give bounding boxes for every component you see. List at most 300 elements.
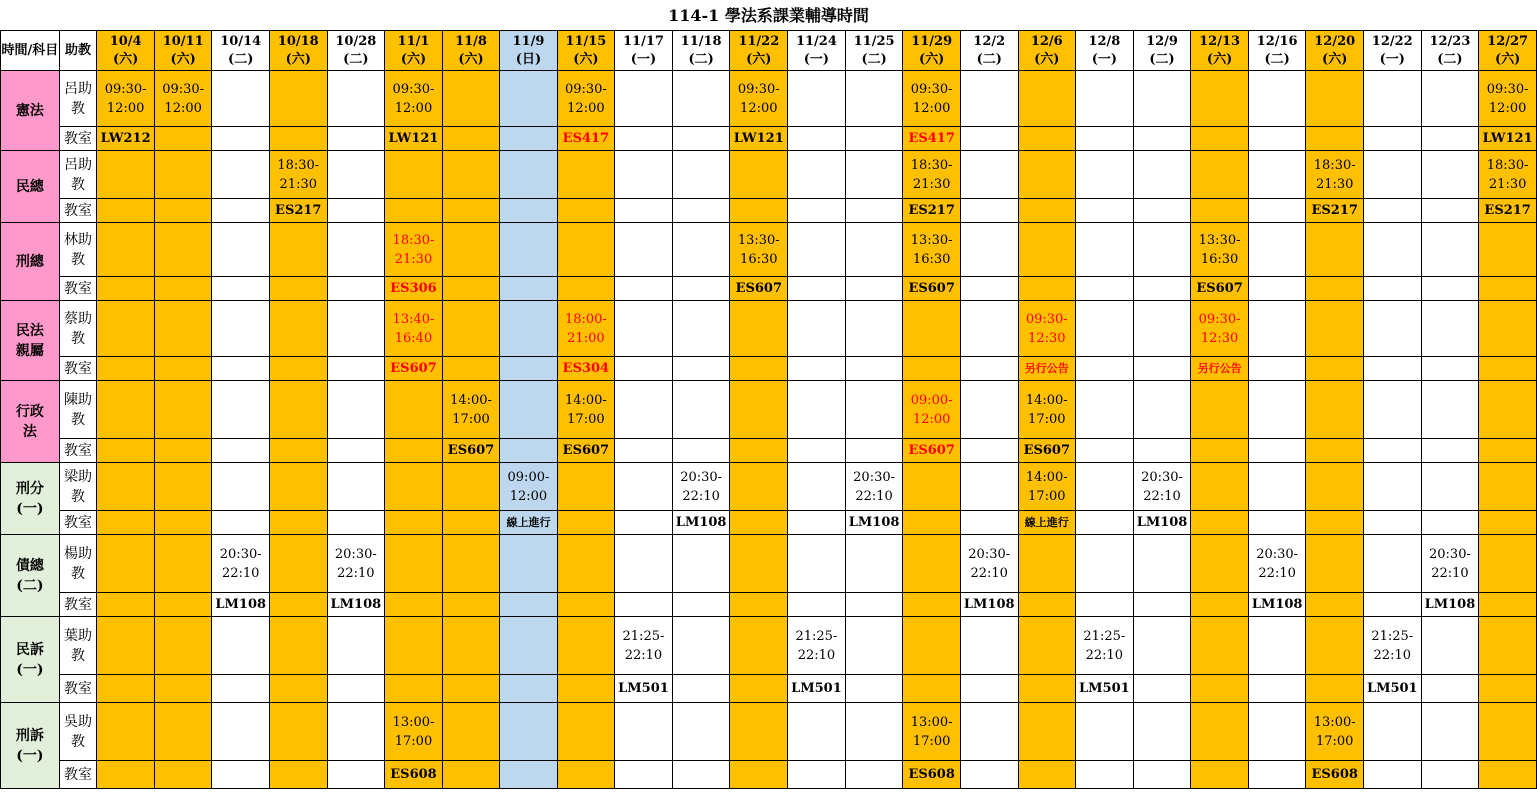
room-slot[interactable] bbox=[1018, 199, 1075, 223]
time-slot[interactable] bbox=[154, 463, 211, 511]
time-slot[interactable] bbox=[1018, 381, 1075, 439]
room-slot[interactable] bbox=[903, 761, 960, 789]
time-slot[interactable] bbox=[1133, 535, 1191, 593]
room-slot[interactable] bbox=[1421, 357, 1479, 381]
room-slot[interactable] bbox=[1363, 511, 1421, 535]
time-slot[interactable] bbox=[270, 463, 327, 511]
time-slot[interactable] bbox=[1018, 151, 1075, 199]
room-slot[interactable] bbox=[442, 439, 499, 463]
time-slot[interactable] bbox=[1421, 301, 1479, 357]
room-slot[interactable] bbox=[788, 127, 846, 151]
ta-name[interactable] bbox=[59, 71, 97, 127]
room-slot[interactable] bbox=[557, 357, 614, 381]
ta-name[interactable] bbox=[59, 463, 97, 511]
time-slot[interactable] bbox=[97, 301, 155, 357]
time-slot[interactable] bbox=[903, 223, 960, 277]
time-slot[interactable] bbox=[385, 703, 443, 761]
time-slot[interactable] bbox=[500, 151, 557, 199]
time-slot[interactable] bbox=[212, 535, 270, 593]
time-slot[interactable] bbox=[672, 223, 730, 277]
date-header[interactable] bbox=[500, 31, 557, 71]
time-slot[interactable] bbox=[385, 381, 443, 439]
room-slot[interactable] bbox=[500, 277, 557, 301]
room-slot[interactable] bbox=[97, 511, 155, 535]
time-slot[interactable] bbox=[730, 151, 788, 199]
time-slot[interactable] bbox=[557, 223, 614, 277]
subject-name[interactable] bbox=[1, 381, 60, 463]
room-slot[interactable] bbox=[845, 277, 903, 301]
time-slot[interactable] bbox=[1421, 71, 1479, 127]
room-slot[interactable] bbox=[327, 761, 385, 789]
room-slot[interactable] bbox=[788, 593, 846, 617]
time-slot[interactable] bbox=[557, 301, 614, 357]
room-label[interactable]: 教室 bbox=[59, 675, 97, 703]
room-slot[interactable] bbox=[212, 511, 270, 535]
corner-header[interactable] bbox=[1, 31, 60, 71]
room-slot[interactable] bbox=[960, 593, 1018, 617]
room-slot[interactable] bbox=[1018, 593, 1075, 617]
room-slot[interactable] bbox=[960, 277, 1018, 301]
room-slot[interactable] bbox=[1479, 761, 1537, 789]
time-slot[interactable] bbox=[615, 617, 673, 675]
time-slot[interactable] bbox=[385, 151, 443, 199]
room-slot[interactable] bbox=[1076, 439, 1134, 463]
time-slot[interactable] bbox=[788, 71, 846, 127]
room-slot[interactable] bbox=[270, 127, 327, 151]
room-label[interactable]: 教室 bbox=[59, 277, 97, 301]
room-slot[interactable] bbox=[97, 761, 155, 789]
date-header[interactable] bbox=[730, 31, 788, 71]
room-slot[interactable] bbox=[97, 439, 155, 463]
room-label[interactable]: 教室 bbox=[59, 357, 97, 381]
time-slot[interactable] bbox=[672, 381, 730, 439]
time-slot[interactable] bbox=[672, 151, 730, 199]
time-slot[interactable] bbox=[1421, 223, 1479, 277]
time-slot[interactable] bbox=[1479, 703, 1537, 761]
time-slot[interactable] bbox=[845, 535, 903, 593]
time-slot[interactable] bbox=[1421, 535, 1479, 593]
time-slot[interactable] bbox=[672, 301, 730, 357]
time-slot[interactable] bbox=[442, 463, 499, 511]
time-slot[interactable] bbox=[557, 151, 614, 199]
time-slot[interactable] bbox=[270, 535, 327, 593]
time-slot[interactable] bbox=[1133, 617, 1191, 675]
room-slot[interactable] bbox=[557, 277, 614, 301]
time-slot[interactable] bbox=[1076, 381, 1134, 439]
time-slot[interactable] bbox=[1363, 463, 1421, 511]
time-slot[interactable] bbox=[1248, 703, 1306, 761]
time-slot[interactable] bbox=[1133, 301, 1191, 357]
room-slot[interactable] bbox=[1133, 761, 1191, 789]
date-header[interactable] bbox=[1363, 31, 1421, 71]
room-slot[interactable] bbox=[960, 127, 1018, 151]
room-slot[interactable] bbox=[500, 127, 557, 151]
time-slot[interactable] bbox=[845, 463, 903, 511]
room-slot[interactable] bbox=[385, 439, 443, 463]
room-slot[interactable] bbox=[500, 675, 557, 703]
time-slot[interactable] bbox=[1306, 223, 1363, 277]
time-slot[interactable] bbox=[1248, 463, 1306, 511]
room-label[interactable]: 教室 bbox=[59, 761, 97, 789]
room-slot[interactable] bbox=[442, 277, 499, 301]
time-slot[interactable] bbox=[270, 617, 327, 675]
time-slot[interactable] bbox=[557, 381, 614, 439]
time-slot[interactable] bbox=[1479, 71, 1537, 127]
subject-name[interactable] bbox=[1, 535, 60, 617]
date-header[interactable] bbox=[1306, 31, 1363, 71]
room-slot[interactable] bbox=[1133, 199, 1191, 223]
date-header[interactable] bbox=[1479, 31, 1537, 71]
room-slot[interactable] bbox=[960, 357, 1018, 381]
time-slot[interactable] bbox=[212, 151, 270, 199]
room-slot[interactable] bbox=[903, 675, 960, 703]
room-slot[interactable] bbox=[1479, 357, 1537, 381]
time-slot[interactable] bbox=[1076, 535, 1134, 593]
time-slot[interactable] bbox=[672, 703, 730, 761]
time-slot[interactable] bbox=[845, 223, 903, 277]
time-slot[interactable] bbox=[1133, 463, 1191, 511]
time-slot[interactable] bbox=[615, 71, 673, 127]
room-slot[interactable] bbox=[212, 761, 270, 789]
room-slot[interactable] bbox=[1248, 675, 1306, 703]
room-slot[interactable] bbox=[730, 761, 788, 789]
time-slot[interactable] bbox=[730, 535, 788, 593]
room-slot[interactable] bbox=[500, 439, 557, 463]
room-slot[interactable] bbox=[1363, 593, 1421, 617]
room-slot[interactable] bbox=[385, 593, 443, 617]
time-slot[interactable] bbox=[500, 223, 557, 277]
room-slot[interactable] bbox=[442, 675, 499, 703]
time-slot[interactable] bbox=[1018, 535, 1075, 593]
room-slot[interactable] bbox=[615, 593, 673, 617]
room-slot[interactable] bbox=[615, 761, 673, 789]
room-slot[interactable] bbox=[1191, 357, 1248, 381]
time-slot[interactable] bbox=[212, 381, 270, 439]
room-slot[interactable] bbox=[730, 357, 788, 381]
room-slot[interactable] bbox=[97, 593, 155, 617]
room-slot[interactable] bbox=[500, 357, 557, 381]
date-header[interactable] bbox=[442, 31, 499, 71]
room-slot[interactable] bbox=[1248, 357, 1306, 381]
room-slot[interactable] bbox=[212, 127, 270, 151]
time-slot[interactable] bbox=[903, 535, 960, 593]
room-slot[interactable] bbox=[1306, 127, 1363, 151]
room-slot[interactable] bbox=[557, 675, 614, 703]
time-slot[interactable] bbox=[615, 463, 673, 511]
time-slot[interactable] bbox=[960, 617, 1018, 675]
room-slot[interactable] bbox=[385, 511, 443, 535]
time-slot[interactable] bbox=[154, 301, 211, 357]
date-header[interactable] bbox=[1421, 31, 1479, 71]
time-slot[interactable] bbox=[500, 535, 557, 593]
time-slot[interactable] bbox=[154, 223, 211, 277]
time-slot[interactable] bbox=[154, 617, 211, 675]
room-slot[interactable] bbox=[1076, 199, 1134, 223]
room-slot[interactable] bbox=[1191, 199, 1248, 223]
time-slot[interactable] bbox=[845, 71, 903, 127]
room-slot[interactable] bbox=[1133, 357, 1191, 381]
time-slot[interactable] bbox=[97, 151, 155, 199]
time-slot[interactable] bbox=[1191, 463, 1248, 511]
time-slot[interactable] bbox=[730, 617, 788, 675]
date-header[interactable] bbox=[327, 31, 385, 71]
room-slot[interactable] bbox=[327, 593, 385, 617]
time-slot[interactable] bbox=[1076, 617, 1134, 675]
room-slot[interactable] bbox=[270, 199, 327, 223]
time-slot[interactable] bbox=[730, 703, 788, 761]
room-slot[interactable] bbox=[845, 761, 903, 789]
date-header[interactable] bbox=[385, 31, 443, 71]
room-slot[interactable] bbox=[154, 593, 211, 617]
time-slot[interactable] bbox=[960, 223, 1018, 277]
time-slot[interactable] bbox=[270, 301, 327, 357]
subject-name[interactable] bbox=[1, 151, 60, 223]
time-slot[interactable] bbox=[557, 71, 614, 127]
time-slot[interactable] bbox=[557, 703, 614, 761]
room-slot[interactable] bbox=[154, 357, 211, 381]
sheet-title[interactable]: 114-1 學法系課業輔導時間 bbox=[1, 0, 1537, 31]
time-slot[interactable] bbox=[788, 223, 846, 277]
room-slot[interactable] bbox=[327, 357, 385, 381]
time-slot[interactable] bbox=[442, 223, 499, 277]
time-slot[interactable] bbox=[1018, 703, 1075, 761]
time-slot[interactable] bbox=[212, 71, 270, 127]
time-slot[interactable] bbox=[903, 703, 960, 761]
time-slot[interactable] bbox=[1363, 535, 1421, 593]
time-slot[interactable] bbox=[270, 151, 327, 199]
date-header[interactable] bbox=[1133, 31, 1191, 71]
time-slot[interactable] bbox=[1076, 703, 1134, 761]
time-slot[interactable] bbox=[327, 381, 385, 439]
room-slot[interactable] bbox=[1248, 593, 1306, 617]
room-slot[interactable] bbox=[385, 675, 443, 703]
time-slot[interactable] bbox=[1479, 463, 1537, 511]
time-slot[interactable] bbox=[500, 703, 557, 761]
date-header[interactable] bbox=[212, 31, 270, 71]
time-slot[interactable] bbox=[1018, 617, 1075, 675]
room-slot[interactable] bbox=[1191, 593, 1248, 617]
room-slot[interactable] bbox=[442, 357, 499, 381]
room-slot[interactable] bbox=[788, 277, 846, 301]
time-slot[interactable] bbox=[1306, 381, 1363, 439]
time-slot[interactable] bbox=[1248, 301, 1306, 357]
time-slot[interactable] bbox=[615, 703, 673, 761]
time-slot[interactable] bbox=[1248, 381, 1306, 439]
time-slot[interactable] bbox=[1133, 703, 1191, 761]
room-slot[interactable] bbox=[960, 511, 1018, 535]
room-slot[interactable] bbox=[557, 127, 614, 151]
time-slot[interactable] bbox=[672, 617, 730, 675]
room-label[interactable]: 教室 bbox=[59, 199, 97, 223]
time-slot[interactable] bbox=[1306, 301, 1363, 357]
time-slot[interactable] bbox=[212, 463, 270, 511]
time-slot[interactable] bbox=[327, 703, 385, 761]
room-slot[interactable] bbox=[1479, 439, 1537, 463]
subject-name[interactable] bbox=[1, 223, 60, 301]
time-slot[interactable] bbox=[212, 301, 270, 357]
time-slot[interactable] bbox=[1191, 71, 1248, 127]
time-slot[interactable] bbox=[385, 535, 443, 593]
time-slot[interactable] bbox=[788, 463, 846, 511]
room-slot[interactable] bbox=[500, 761, 557, 789]
room-label[interactable]: 教室 bbox=[59, 127, 97, 151]
time-slot[interactable] bbox=[1363, 703, 1421, 761]
room-slot[interactable] bbox=[672, 127, 730, 151]
room-slot[interactable] bbox=[960, 761, 1018, 789]
room-slot[interactable] bbox=[845, 357, 903, 381]
time-slot[interactable] bbox=[1363, 71, 1421, 127]
time-slot[interactable] bbox=[154, 151, 211, 199]
time-slot[interactable] bbox=[1191, 223, 1248, 277]
room-slot[interactable] bbox=[1363, 439, 1421, 463]
time-slot[interactable] bbox=[1479, 617, 1537, 675]
room-slot[interactable] bbox=[154, 277, 211, 301]
room-slot[interactable] bbox=[97, 199, 155, 223]
room-slot[interactable] bbox=[270, 761, 327, 789]
time-slot[interactable] bbox=[1018, 463, 1075, 511]
room-slot[interactable] bbox=[1306, 357, 1363, 381]
time-slot[interactable] bbox=[327, 535, 385, 593]
time-slot[interactable] bbox=[385, 301, 443, 357]
room-slot[interactable] bbox=[788, 761, 846, 789]
time-slot[interactable] bbox=[1248, 151, 1306, 199]
time-slot[interactable] bbox=[1306, 71, 1363, 127]
date-header[interactable] bbox=[1076, 31, 1134, 71]
room-slot[interactable] bbox=[1306, 511, 1363, 535]
ta-name[interactable] bbox=[59, 223, 97, 277]
room-slot[interactable] bbox=[615, 277, 673, 301]
time-slot[interactable] bbox=[845, 301, 903, 357]
room-slot[interactable] bbox=[1076, 675, 1134, 703]
room-slot[interactable] bbox=[1076, 593, 1134, 617]
room-slot[interactable] bbox=[1479, 127, 1537, 151]
time-slot[interactable] bbox=[154, 381, 211, 439]
subject-name[interactable] bbox=[1, 71, 60, 151]
time-slot[interactable] bbox=[1479, 151, 1537, 199]
time-slot[interactable] bbox=[788, 301, 846, 357]
date-header[interactable] bbox=[788, 31, 846, 71]
room-slot[interactable] bbox=[385, 127, 443, 151]
time-slot[interactable] bbox=[1191, 617, 1248, 675]
time-slot[interactable] bbox=[270, 381, 327, 439]
time-slot[interactable] bbox=[960, 151, 1018, 199]
time-slot[interactable] bbox=[845, 381, 903, 439]
time-slot[interactable] bbox=[97, 535, 155, 593]
ta-name[interactable] bbox=[59, 617, 97, 675]
ta-name[interactable] bbox=[59, 703, 97, 761]
date-header[interactable] bbox=[154, 31, 211, 71]
time-slot[interactable] bbox=[960, 381, 1018, 439]
room-slot[interactable] bbox=[212, 675, 270, 703]
room-slot[interactable] bbox=[788, 675, 846, 703]
room-slot[interactable] bbox=[557, 761, 614, 789]
time-slot[interactable] bbox=[730, 71, 788, 127]
time-slot[interactable] bbox=[1421, 151, 1479, 199]
time-slot[interactable] bbox=[1306, 463, 1363, 511]
time-slot[interactable] bbox=[960, 535, 1018, 593]
time-slot[interactable] bbox=[97, 463, 155, 511]
room-slot[interactable] bbox=[1076, 761, 1134, 789]
time-slot[interactable] bbox=[1248, 535, 1306, 593]
room-slot[interactable] bbox=[442, 127, 499, 151]
time-slot[interactable] bbox=[557, 463, 614, 511]
room-slot[interactable] bbox=[672, 761, 730, 789]
time-slot[interactable] bbox=[1133, 223, 1191, 277]
room-slot[interactable] bbox=[845, 511, 903, 535]
time-slot[interactable] bbox=[442, 703, 499, 761]
room-slot[interactable] bbox=[1018, 439, 1075, 463]
room-slot[interactable] bbox=[327, 277, 385, 301]
time-slot[interactable] bbox=[1248, 617, 1306, 675]
room-slot[interactable] bbox=[270, 439, 327, 463]
time-slot[interactable] bbox=[1248, 223, 1306, 277]
time-slot[interactable] bbox=[788, 617, 846, 675]
time-slot[interactable] bbox=[615, 535, 673, 593]
room-slot[interactable] bbox=[327, 127, 385, 151]
room-slot[interactable] bbox=[672, 511, 730, 535]
room-slot[interactable] bbox=[557, 439, 614, 463]
room-slot[interactable] bbox=[385, 277, 443, 301]
time-slot[interactable] bbox=[1018, 301, 1075, 357]
room-slot[interactable] bbox=[845, 675, 903, 703]
time-slot[interactable] bbox=[154, 535, 211, 593]
time-slot[interactable] bbox=[1191, 151, 1248, 199]
room-slot[interactable] bbox=[327, 199, 385, 223]
ta-name[interactable] bbox=[59, 381, 97, 439]
date-header[interactable] bbox=[672, 31, 730, 71]
time-slot[interactable] bbox=[1363, 301, 1421, 357]
time-slot[interactable] bbox=[442, 151, 499, 199]
time-slot[interactable] bbox=[1076, 223, 1134, 277]
room-slot[interactable] bbox=[1191, 761, 1248, 789]
time-slot[interactable] bbox=[1191, 381, 1248, 439]
time-slot[interactable] bbox=[212, 703, 270, 761]
room-slot[interactable] bbox=[270, 277, 327, 301]
room-slot[interactable] bbox=[1248, 511, 1306, 535]
time-slot[interactable] bbox=[1076, 71, 1134, 127]
date-header[interactable] bbox=[97, 31, 155, 71]
date-header[interactable] bbox=[1018, 31, 1075, 71]
time-slot[interactable] bbox=[672, 71, 730, 127]
room-slot[interactable] bbox=[500, 511, 557, 535]
time-slot[interactable] bbox=[1363, 223, 1421, 277]
room-slot[interactable] bbox=[903, 439, 960, 463]
time-slot[interactable] bbox=[327, 301, 385, 357]
time-slot[interactable] bbox=[903, 71, 960, 127]
time-slot[interactable] bbox=[385, 223, 443, 277]
room-slot[interactable] bbox=[1306, 277, 1363, 301]
room-slot[interactable] bbox=[672, 439, 730, 463]
time-slot[interactable] bbox=[212, 223, 270, 277]
time-slot[interactable] bbox=[270, 223, 327, 277]
room-slot[interactable] bbox=[97, 675, 155, 703]
room-slot[interactable] bbox=[97, 357, 155, 381]
time-slot[interactable] bbox=[1479, 223, 1537, 277]
room-slot[interactable] bbox=[1133, 593, 1191, 617]
time-slot[interactable] bbox=[327, 151, 385, 199]
room-slot[interactable] bbox=[1133, 277, 1191, 301]
room-slot[interactable] bbox=[788, 357, 846, 381]
time-slot[interactable] bbox=[960, 463, 1018, 511]
date-header[interactable] bbox=[1191, 31, 1248, 71]
time-slot[interactable] bbox=[960, 71, 1018, 127]
time-slot[interactable] bbox=[327, 463, 385, 511]
room-slot[interactable] bbox=[1421, 199, 1479, 223]
room-slot[interactable] bbox=[1421, 593, 1479, 617]
room-slot[interactable] bbox=[730, 127, 788, 151]
room-slot[interactable] bbox=[615, 439, 673, 463]
room-slot[interactable] bbox=[903, 277, 960, 301]
